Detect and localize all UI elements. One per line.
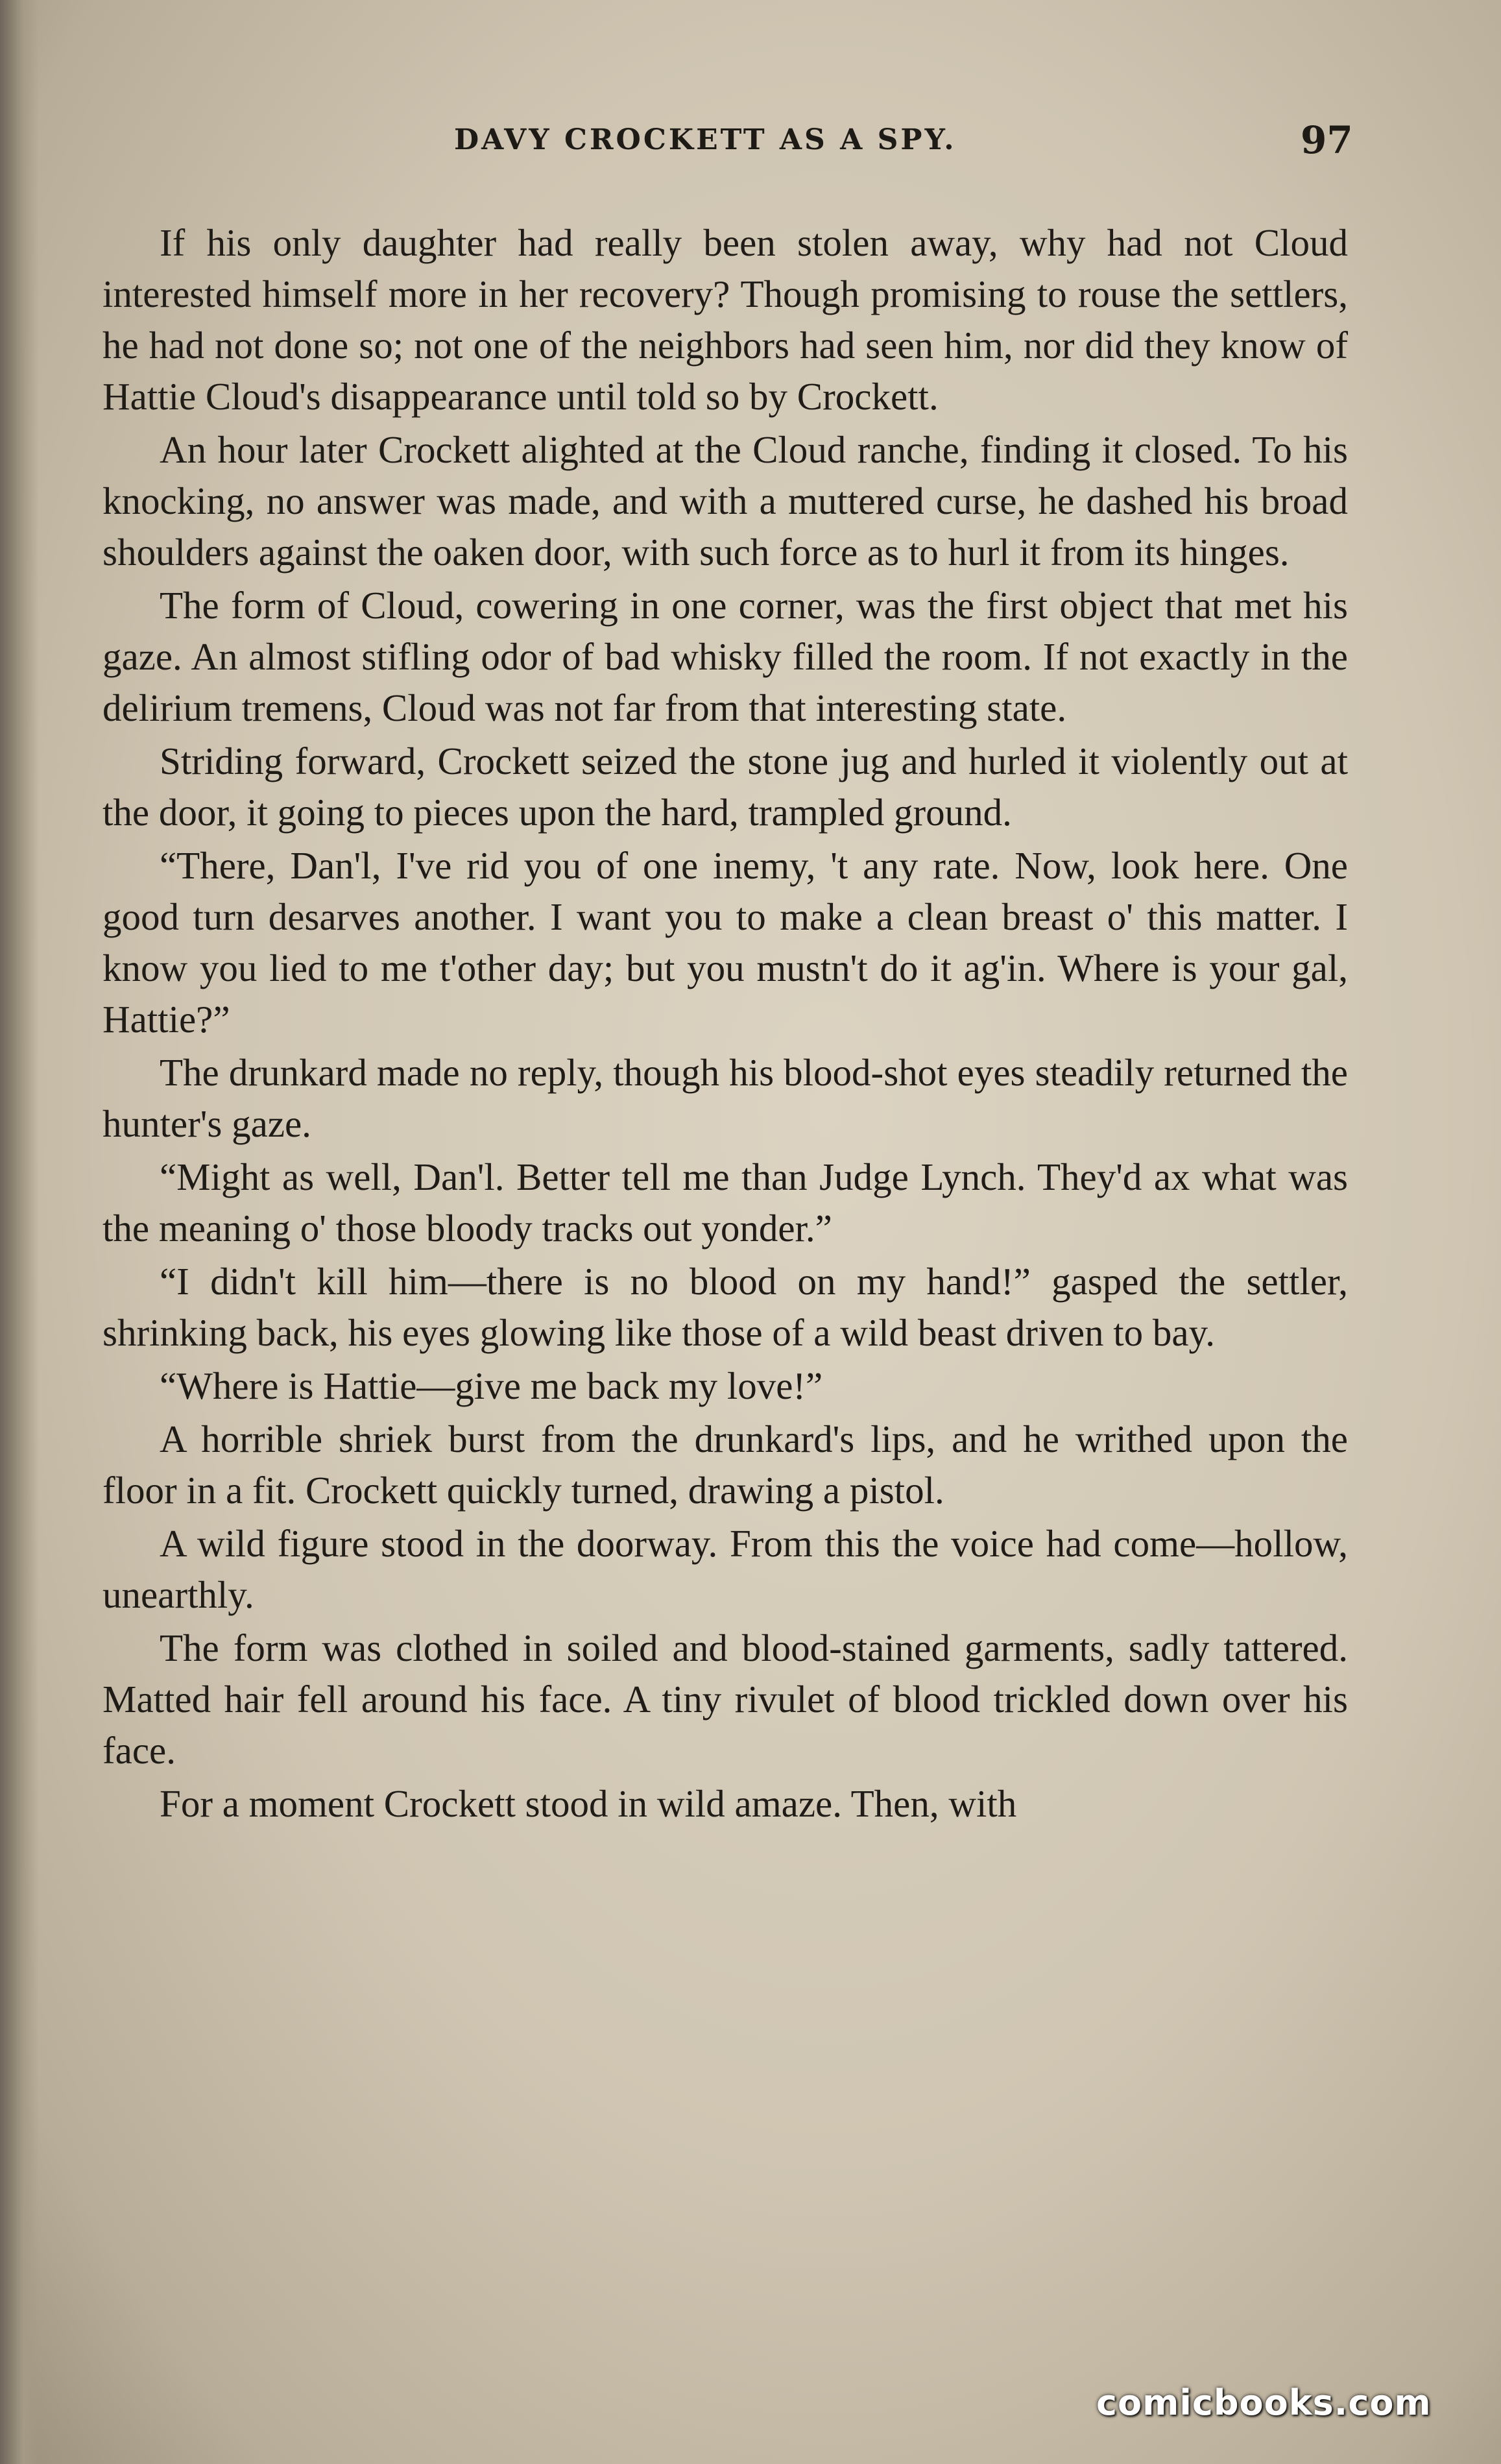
running-head: [0, 118, 1501, 169]
body-text: [102, 217, 1348, 1830]
page-number: 97: [1301, 118, 1353, 162]
paragraph-6: The drunkard made no reply, though his blood-shot eyes steadily returned the hunter's gaze.: [102, 1051, 1348, 1145]
paragraph-7: “Might as well, Dan'l. Better tell me than Judge Lynch. They'd ax what was the meaning o' those bloody tracks out yonder.”: [102, 1155, 1348, 1250]
running-title: DAVY CROCKETT AS A SPY.: [454, 123, 957, 156]
paragraph-12: The form was clothed in soiled and blood-stained garments, sadly tattered. Matted hair fell around his face. A tiny rivulet of blood trickled down over his face.: [102, 1626, 1348, 1772]
paragraph-8: “I didn't kill him—there is no blood on my hand!” gasped the settler, shrinking back, his eyes glowing like those of a wild beast driven to bay.: [102, 1260, 1348, 1354]
paragraph-10: A horrible shriek burst from the drunkard's lips, and he writhed upon the floor in a fit. Crockett quickly turned, drawing a pistol.: [102, 1418, 1348, 1512]
page-edge-shadow: [0, 0, 39, 2464]
paragraph-2: An hour later Crockett alighted at the Cloud ranche, finding it closed. To his knocking, no answer was made, and with a muttered curse, he dashed his broad shoulders against the oaken door, with such force as to hurl it from its hinges.: [102, 428, 1348, 574]
paragraph-3: The form of Cloud, cowering in one corner, was the first object that met his gaze. An almost stifling odor of bad whisky filled the room. If not exactly in the delirium tremens, Cloud was not far from that interesting state.: [102, 584, 1348, 729]
paragraph-11: A wild figure stood in the doorway. From this the voice had come—hollow, unearthly.: [102, 1522, 1348, 1616]
watermark: comicbooks.com: [1096, 2382, 1432, 2423]
paragraph-4: Striding forward, Crockett seized the stone jug and hurled it violently out at the door, it going to pieces upon the hard, trampled ground.: [102, 740, 1348, 834]
paragraph-13: For a moment Crockett stood in wild amaze. Then, with: [160, 1782, 1017, 1825]
paragraph-9: “Where is Hattie—give me back my love!”: [160, 1364, 823, 1407]
paragraph-5: “There, Dan'l, I've rid you of one inemy, 't any rate. Now, look here. One good turn desarves another. I want you to make a clean breast o' this matter. I know you lied to me t'other day; but you mustn't do it ag'in. Where is your gal, Hattie?”: [102, 844, 1348, 1041]
paragraph-1: If his only daughter had really been stolen away, why had not Cloud interested himself more in her recovery? Though promising to rouse the settlers, he had not done so; not one of the neighbors had seen him, nor did they know of Hattie Cloud's disappearance until told so by Crockett.: [102, 221, 1348, 418]
